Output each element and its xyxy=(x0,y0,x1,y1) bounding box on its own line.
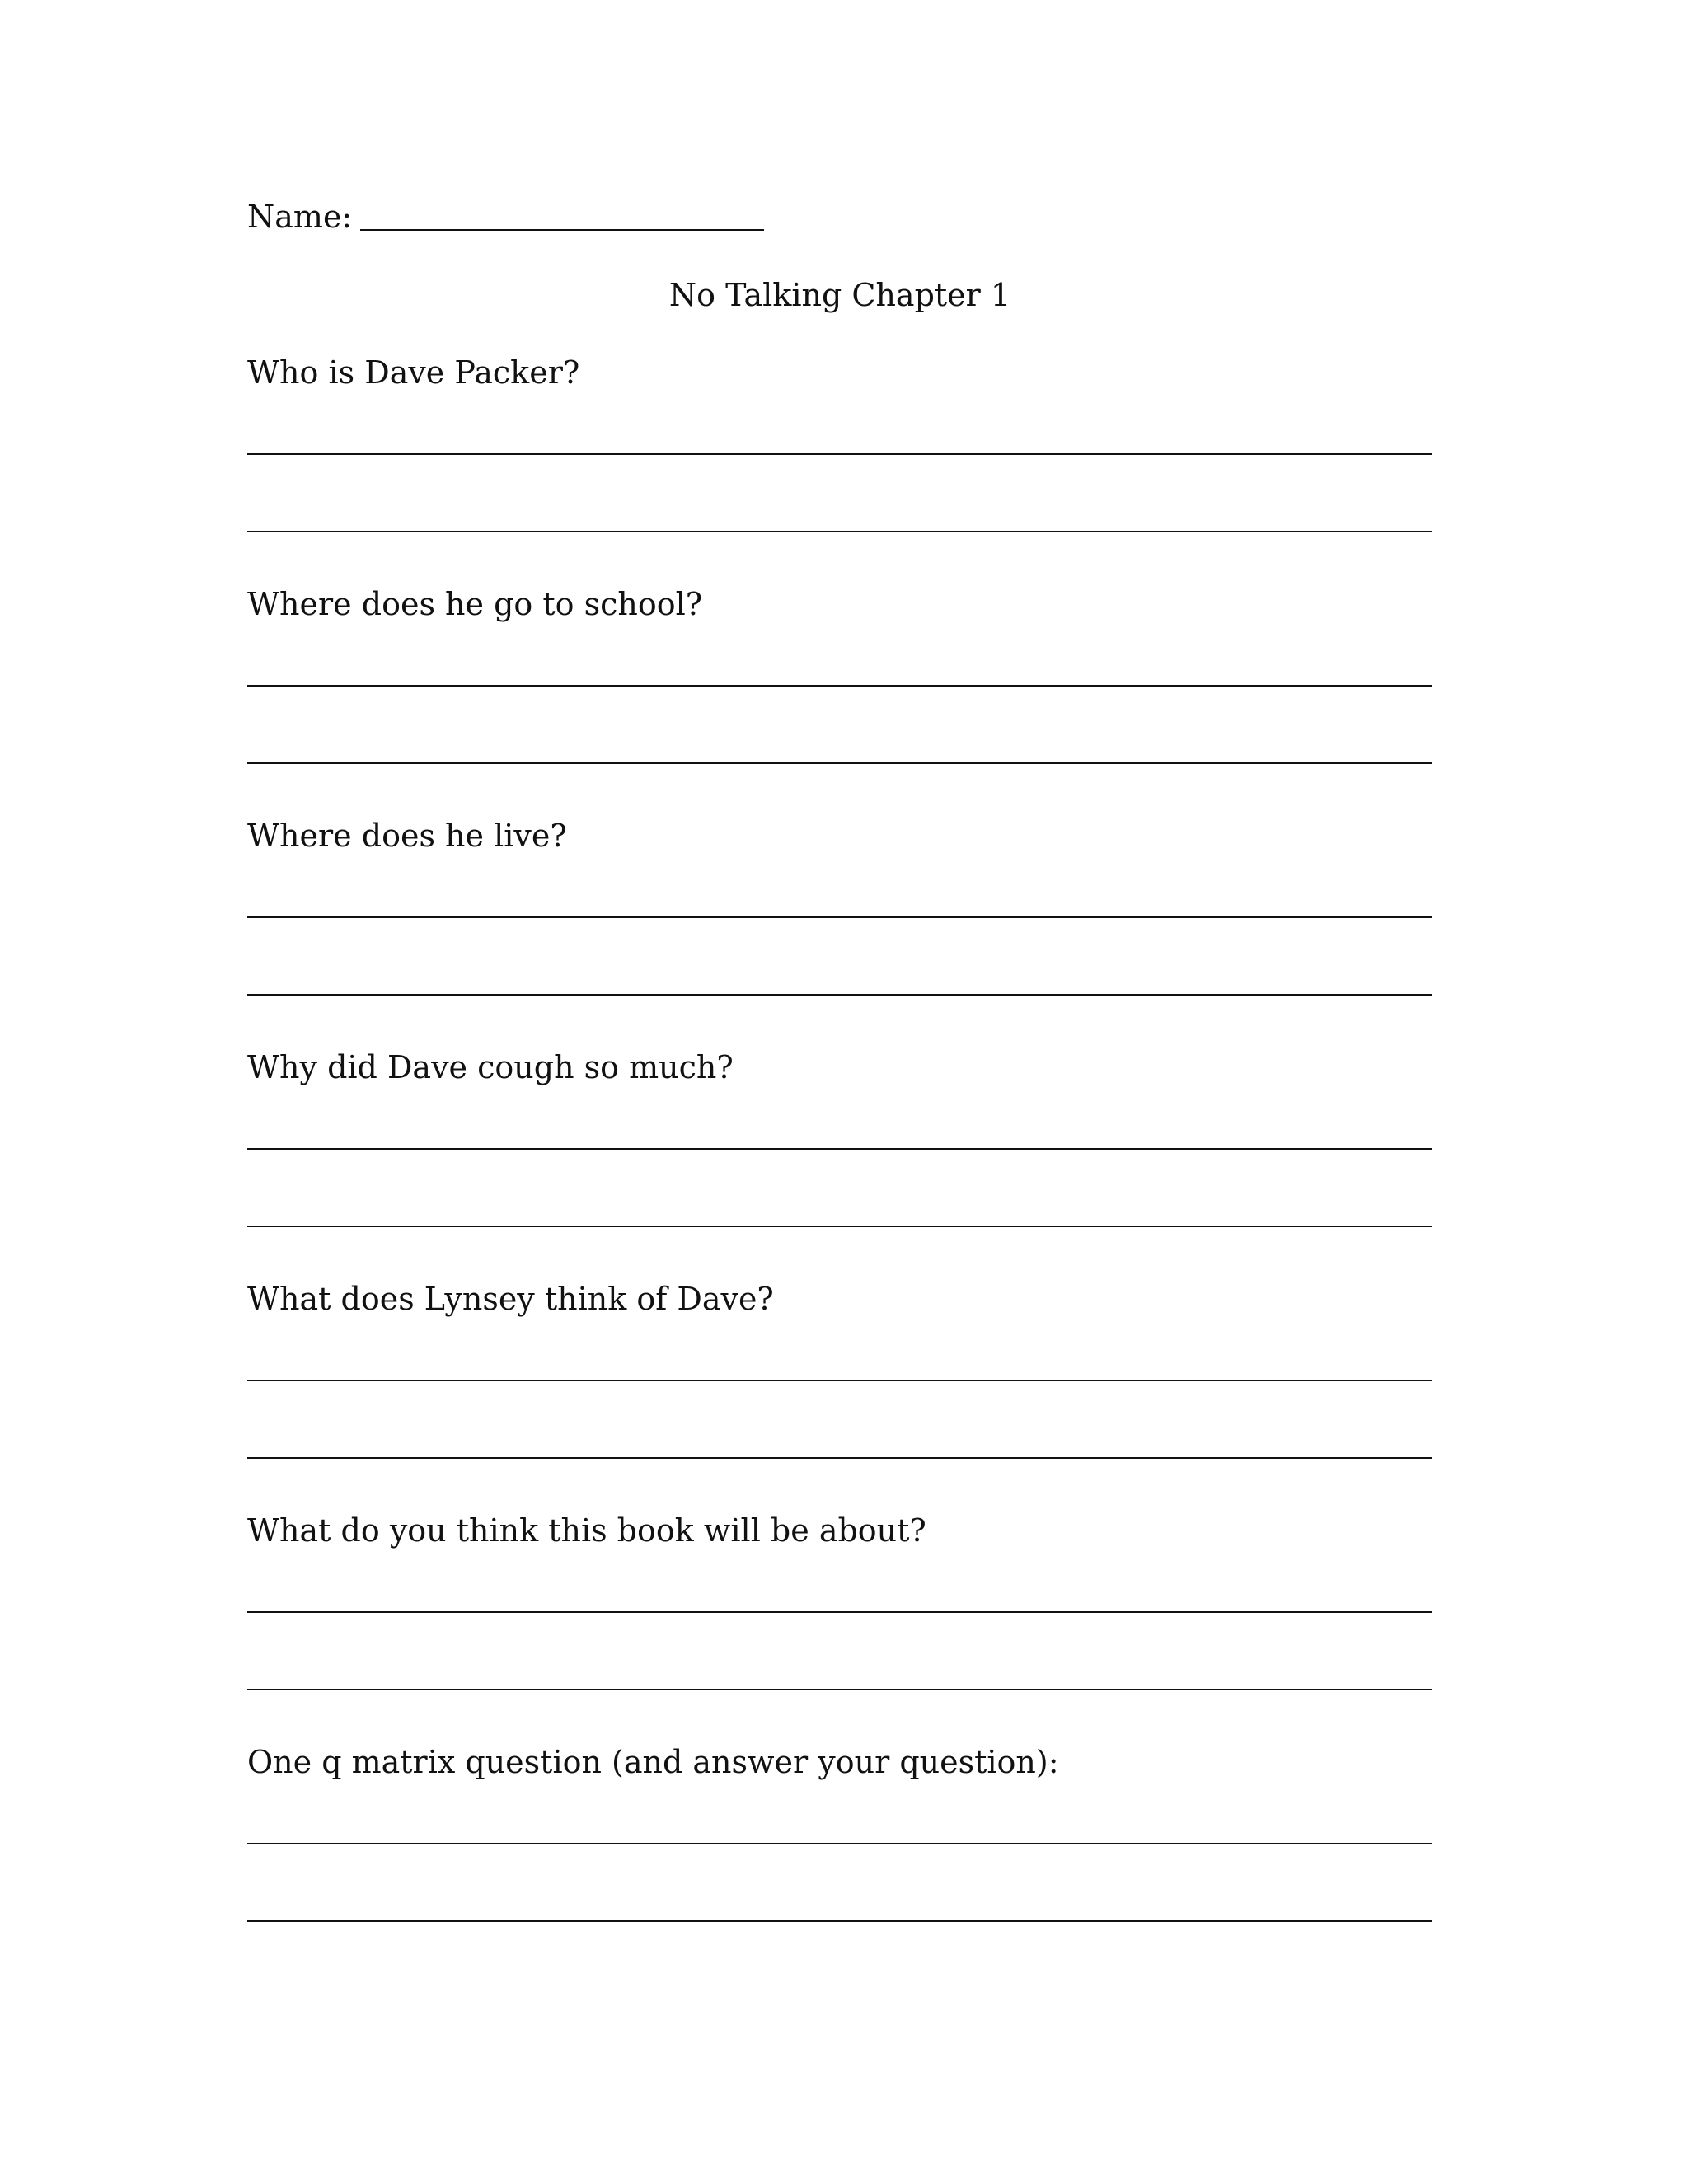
question-text: One q matrix question (and answer your question): xyxy=(247,1744,1059,1780)
answer-line[interactable] xyxy=(247,994,1432,996)
answer-line[interactable] xyxy=(247,1148,1432,1150)
name-label: Name: xyxy=(247,199,353,235)
question-text: Where does he go to school? xyxy=(247,586,703,622)
answer-line[interactable] xyxy=(247,685,1432,687)
question-text: Who is Dave Packer? xyxy=(247,354,580,391)
question-text: Where does he live? xyxy=(247,818,567,854)
answer-line[interactable] xyxy=(247,453,1432,455)
answer-line[interactable] xyxy=(247,1843,1432,1844)
name-blank-line[interactable] xyxy=(360,229,764,231)
answer-line[interactable] xyxy=(247,762,1432,764)
answer-line[interactable] xyxy=(247,531,1432,532)
question-text: Why did Dave cough so much? xyxy=(247,1049,734,1085)
name-row xyxy=(247,196,764,237)
answer-line[interactable] xyxy=(247,1920,1432,1922)
answer-line[interactable] xyxy=(247,1689,1432,1690)
worksheet-title: No Talking Chapter 1 xyxy=(668,277,1011,313)
answer-line[interactable] xyxy=(247,916,1432,918)
question-text: What does Lynsey think of Dave? xyxy=(247,1281,774,1317)
question-text: What do you think this book will be about? xyxy=(247,1512,926,1549)
answer-line[interactable] xyxy=(247,1226,1432,1227)
answer-line[interactable] xyxy=(247,1611,1432,1613)
answer-line[interactable] xyxy=(247,1380,1432,1381)
answer-line[interactable] xyxy=(247,1457,1432,1459)
